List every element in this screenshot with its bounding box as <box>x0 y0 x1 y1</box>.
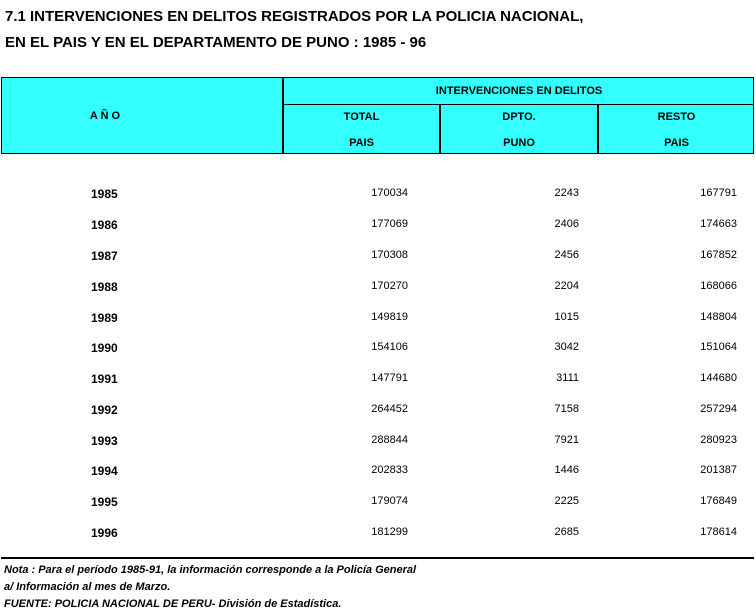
page-subtitle: EN EL PAIS Y EN EL DEPARTAMENTO DE PUNO : 1985 - 96 <box>5 34 427 51</box>
year-cell: 1987 <box>91 249 118 263</box>
resto-cell: 178614 <box>700 526 737 538</box>
total-cell: 149819 <box>371 311 408 323</box>
total-cell: 154106 <box>371 341 408 353</box>
header-puno-top: DPTO. <box>502 111 536 123</box>
table-row <box>0 464 756 484</box>
year-cell: 1992 <box>91 403 118 417</box>
table-row <box>0 495 756 515</box>
total-cell: 170270 <box>371 280 408 292</box>
total-cell: 181299 <box>371 526 408 538</box>
year-cell: 1994 <box>91 464 118 478</box>
total-cell: 147791 <box>371 372 408 384</box>
puno-cell: 2406 <box>554 218 579 230</box>
footnote-a: a/ Información al mes de Marzo. <box>4 581 171 593</box>
header-total-top: TOTAL <box>343 111 380 123</box>
total-cell: 170308 <box>371 249 408 261</box>
puno-cell: 2225 <box>554 495 579 507</box>
resto-cell: 176849 <box>700 495 737 507</box>
header-group: INTERVENCIONES EN DELITOS <box>435 85 603 97</box>
puno-cell: 2204 <box>554 280 579 292</box>
puno-cell: 1446 <box>554 464 579 476</box>
table-bottom-rule <box>1 557 754 559</box>
resto-cell: 167852 <box>700 249 737 261</box>
year-cell: 1995 <box>91 495 118 509</box>
total-cell: 177069 <box>371 218 408 230</box>
puno-cell: 2685 <box>554 526 579 538</box>
resto-cell: 280923 <box>700 434 737 446</box>
total-cell: 288844 <box>371 434 408 446</box>
year-cell: 1991 <box>91 372 118 386</box>
total-cell: 202833 <box>371 464 408 476</box>
total-cell: 179074 <box>371 495 408 507</box>
puno-cell: 7158 <box>554 403 579 415</box>
puno-cell: 3042 <box>554 341 579 353</box>
table-row <box>0 187 756 207</box>
resto-cell: 257294 <box>700 403 737 415</box>
year-cell: 1990 <box>91 341 118 355</box>
table-row <box>0 403 756 423</box>
resto-cell: 167791 <box>700 187 737 199</box>
table-row <box>0 249 756 269</box>
table-header <box>1 77 754 154</box>
page-title: 7.1 INTERVENCIONES EN DELITOS REGISTRADOS POR LA POLICIA NACIONAL, <box>5 8 584 25</box>
year-cell: 1993 <box>91 434 118 448</box>
total-cell: 170034 <box>371 187 408 199</box>
total-cell: 264452 <box>371 403 408 415</box>
year-cell: 1986 <box>91 218 118 232</box>
resto-cell: 144680 <box>700 372 737 384</box>
header-resto-top: RESTO <box>657 111 696 123</box>
puno-cell: 2456 <box>554 249 579 261</box>
resto-cell: 151064 <box>700 341 737 353</box>
header-resto-bottom: PAIS <box>664 137 689 149</box>
header-total-bottom: PAIS <box>349 137 374 149</box>
source-note: FUENTE: POLICIA NACIONAL DE PERU- División de Estadística. <box>4 598 342 610</box>
table-row <box>0 372 756 392</box>
year-cell: 1996 <box>91 526 118 540</box>
puno-cell: 1015 <box>554 311 579 323</box>
resto-cell: 148804 <box>700 311 737 323</box>
resto-cell: 168066 <box>700 280 737 292</box>
table-row <box>0 526 756 546</box>
year-cell: 1989 <box>91 311 118 325</box>
puno-cell: 2243 <box>554 187 579 199</box>
table-row <box>0 341 756 361</box>
puno-cell: 7921 <box>554 434 579 446</box>
resto-cell: 201387 <box>700 464 737 476</box>
footnote-nota: Nota : Para el período 1985-91, la información corresponde a la Policía General <box>4 564 417 576</box>
year-cell: 1985 <box>91 187 118 201</box>
header-puno-bottom: PUNO <box>503 137 535 149</box>
year-cell: 1988 <box>91 280 118 294</box>
header-group-divider <box>283 104 754 105</box>
table-row <box>0 434 756 454</box>
table-row <box>0 311 756 331</box>
table-row <box>0 218 756 238</box>
resto-cell: 174663 <box>700 218 737 230</box>
puno-cell: 3111 <box>556 372 579 384</box>
header-year: A Ñ O <box>89 110 121 122</box>
table-row <box>0 280 756 300</box>
